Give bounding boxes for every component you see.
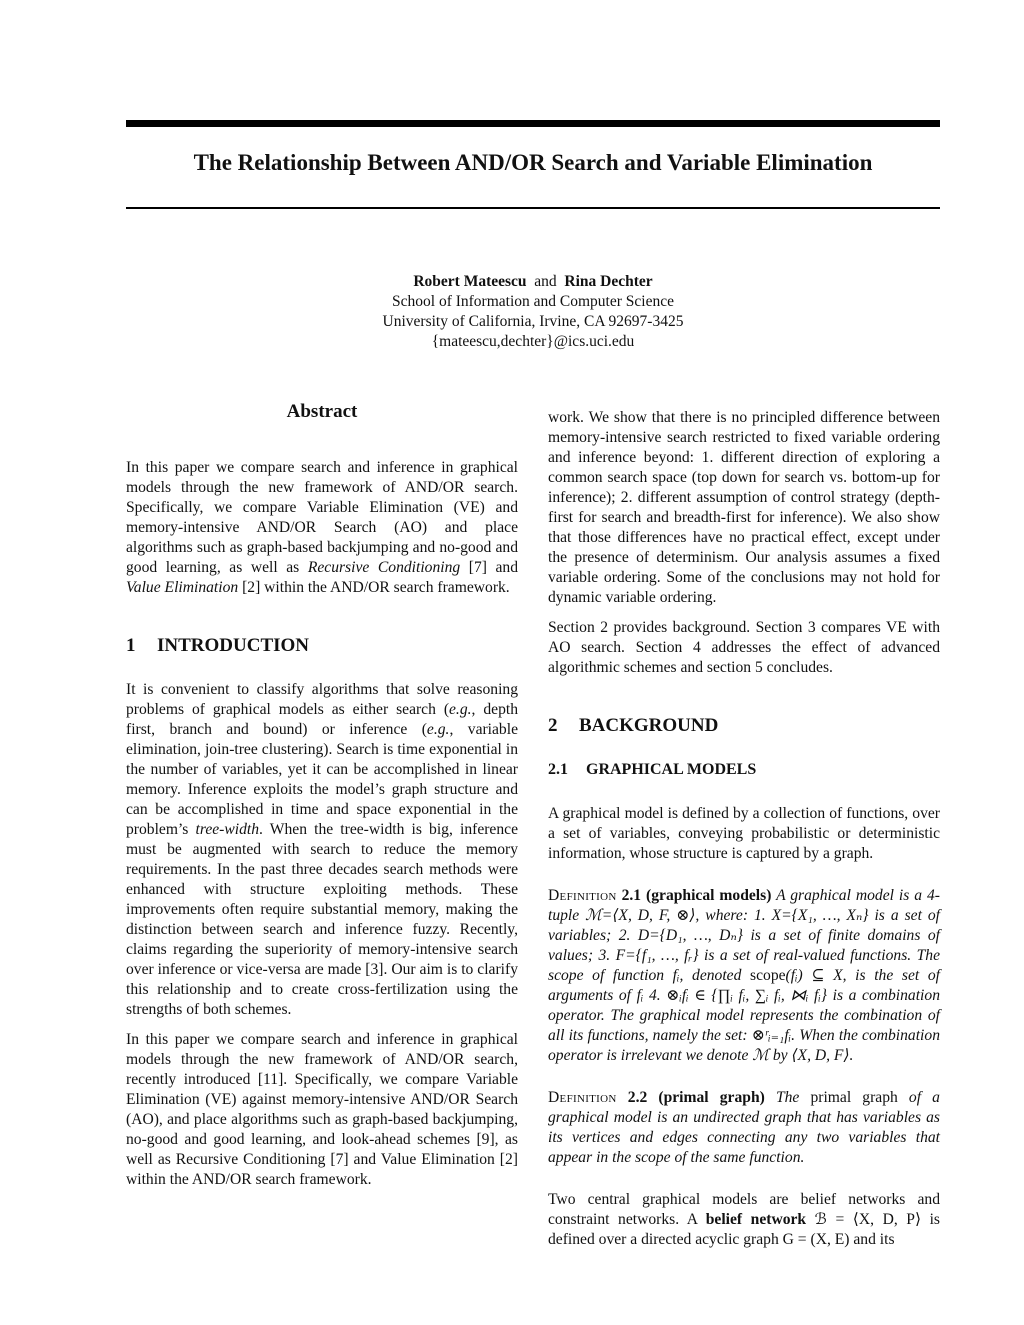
background-paragraph-2: Two central graphical models are belief networks and constraint networks. A belief network ℬ = ⟨X, D, P⟩ is defined over a directed acyclic graph G = (X, E) and its <box>548 1191 940 1248</box>
author-line <box>126 272 940 292</box>
definition-2-1: Definition 2.1 (graphical models) A graphical model is a 4-tuple ℳ=⟨X, D, F, ⊗⟩, where: 1. X={X₁, …, Xₙ} is a set of variables; 2. D={D₁, …, Dₙ} is a set of finite domains of values; 3. F={f₁, …, fᵣ} is a set of real-valued functions. The scope of function fᵢ, denoted scope(fᵢ) ⊆ X, is the set of arguments of fᵢ 4. ⊗ᵢfᵢ ∈ {∏ᵢ fᵢ, ∑ᵢ fᵢ, ⋈ᵢ fᵢ} is a combination operator. The graphical model represents the combination of all its functions, namely the set: ⊗ʳᵢ₌₁fᵢ. When the combination operator is irrelevant we denote ℳ by ⟨X, D, F⟩. <box>548 887 940 1064</box>
title-rule-top <box>126 120 940 127</box>
intro-paragraph-2-continued: work. We show that there is no principled difference between memory-intensive search restricted to fixed variable ordering and inference beyond: 1. different direction of exploring a common search space (top down for search vs. bottom-up for inference); 2. different assumption of control strategy (depth-first for search and breadth-first for inference). We also show that those differences have no practical effect, except under the presence of determinism. Our analysis assumes a fixed variable ordering. Some of the conclusions may not hold for dynamic variable ordering. <box>548 409 940 606</box>
affiliation-2: University of California, Irvine, CA 92697-3425 <box>382 313 684 330</box>
author-email: {mateescu,dechter}@ics.uci.edu <box>431 333 635 350</box>
subsection-2-1-heading: 2.1 GRAPHICAL MODELS <box>548 761 757 778</box>
intro-paragraph-2: In this paper we compare search and inference in graphical models through the new framework of AND/OR search, recently introduced [11]. Specifically, we compare Variable Elimination (VE) against memory-intensive AND/OR Search (AO), and place algorithms such as graph-based backjumping, no-good and good learning, and look-ahead schemes [9], as well as Recursive Conditioning [7] and Value Elimination [2] within the AND/OR search framework. <box>126 1031 518 1188</box>
author-conjunction: and <box>534 273 557 290</box>
author-2: Rina Dechter <box>564 273 653 290</box>
author-1: Robert Mateescu <box>413 273 527 290</box>
abstract-heading: Abstract <box>286 401 358 422</box>
abstract-text: In this paper we compare search and inference in graphical models through the new framework of AND/OR search. Specifically, we compare Variable Elimination (VE) and memory-intensive AND/OR Search (AO) and place algorithms such as graph-based backjumping and no-good and good learning, as well as Recursive Conditioning [7] and Value Elimination [2] within the AND/OR search framework. <box>126 459 519 596</box>
section-1-heading: 1 INTRODUCTION <box>126 635 310 656</box>
definition-2-2: Definition 2.2 (primal graph) The primal graph of a graphical model is an undirected graph that has variables as its vertices and edges connecting any two variables that appear in the scope of the same function. <box>548 1089 940 1166</box>
right-column <box>548 408 940 1260</box>
background-paragraph-1: A graphical model is defined by a collection of functions, over a set of variables, conveying probabilistic or deterministic information, whose structure is captured by a graph. <box>548 805 940 862</box>
paper-title: The Relationship Between AND/OR Search and Variable Elimination <box>193 150 873 175</box>
intro-paragraph-1: It is convenient to classify algorithms that solve reasoning problems of graphical models as either search (e.g., depth first, branch and bound) or inference (e.g., variable elimination, join-tree clustering). Search is time exponential in the number of variables, yet it can be accomplished in linear memory. Inference exploits the model’s graph structure and can be accomplished in time and space exponential in the problem’s tree-width. When the tree-width is big, inference must be augmented with search to reduce the memory requirements. In the past three decades search methods were enhanced with structure exploiting methods. These improvements often require substantial memory, making the distinction between search and inference fuzzy. Recently, claims regarding the superiority of memory-intensive search over inference or vice-versa are made [3]. Our aim is to clarify this relationship and to create cross-fertilization using the strengths of both schemes. <box>126 681 518 1018</box>
author-block <box>126 272 940 352</box>
title-rule-bottom <box>126 207 940 209</box>
left-column <box>126 402 518 1200</box>
section-2-heading: 2 BACKGROUND <box>548 715 719 736</box>
intro-paragraph-3: Section 2 provides background. Section 3 compares VE with AO search. Section 4 addresses the effect of advanced algorithmic schemes and section 5 concludes. <box>548 619 940 676</box>
affiliation-1: School of Information and Computer Science <box>392 293 674 310</box>
